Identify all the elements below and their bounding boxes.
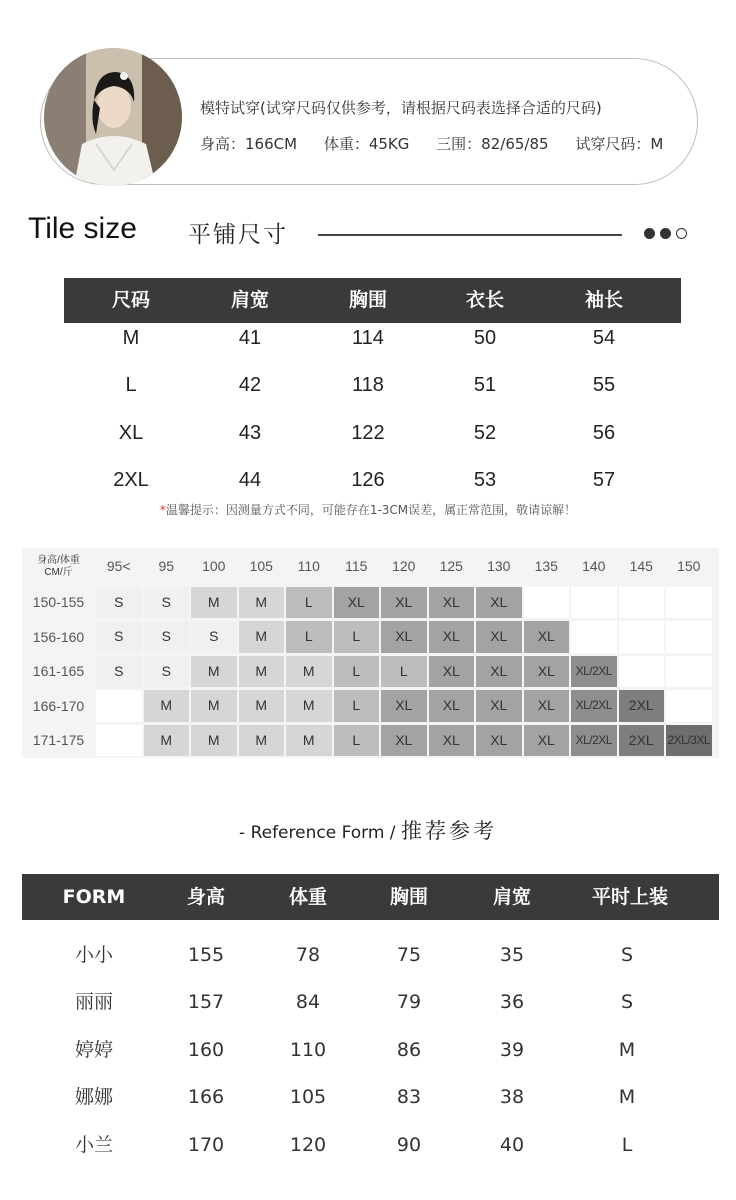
size-table-cell: 41 xyxy=(238,327,262,349)
grid-size-cell: XL xyxy=(524,690,570,722)
grid-size-cell: M xyxy=(286,656,332,688)
grid-size-cell: XL xyxy=(334,587,380,619)
grid-height-header: 156-160 xyxy=(32,628,85,645)
size-table-cell: 57 xyxy=(592,469,616,491)
size-table-cell: 51 xyxy=(473,374,497,396)
grid-size-cell: M xyxy=(239,621,285,653)
model-stats xyxy=(200,133,685,154)
size-recommendation-grid xyxy=(22,548,719,758)
divider-line xyxy=(318,234,622,236)
grid-size-cell: XL xyxy=(524,656,570,688)
reference-header-cell: 平时上装 xyxy=(591,886,668,908)
reference-header-cell: 体重 xyxy=(288,886,327,908)
grid-size-cell xyxy=(666,690,712,722)
grid-size-cell: XL/2XL xyxy=(571,725,617,757)
grid-size-cell xyxy=(619,621,665,653)
reference-form-title: - Reference Form / 推荐参考 xyxy=(239,819,497,843)
size-table-cell: 42 xyxy=(238,374,262,396)
reference-table-cell: 90 xyxy=(396,1134,422,1156)
grid-weight-header: 120 xyxy=(392,558,416,574)
model-try-size: 试穿尺码：M xyxy=(575,135,664,153)
grid-size-cell: S xyxy=(191,621,237,653)
reference-table-cell: M xyxy=(618,1039,636,1061)
grid-weight-header: 145 xyxy=(629,558,653,574)
reference-table-cell: 40 xyxy=(499,1134,525,1156)
tile-size-title-cn: 平铺尺寸 xyxy=(188,222,288,248)
size-header-cell: 袖长 xyxy=(584,289,623,311)
grid-size-cell: M xyxy=(191,725,237,757)
size-header-cell: 衣长 xyxy=(465,289,504,311)
grid-size-cell: S xyxy=(144,656,190,688)
grid-weight-header: 100 xyxy=(202,558,226,574)
grid-size-cell: XL xyxy=(429,587,475,619)
grid-weight-header: 140 xyxy=(582,558,606,574)
reference-header-cell: 肩宽 xyxy=(492,886,531,908)
grid-size-cell: 2XL/3XL xyxy=(666,725,712,757)
reference-table-cell: 小兰 xyxy=(74,1134,113,1156)
grid-size-cell: XL/2XL xyxy=(571,656,617,688)
grid-size-cell: M xyxy=(239,587,285,619)
grid-size-cell: XL xyxy=(381,621,427,653)
grid-size-cell: XL xyxy=(476,725,522,757)
reference-table-cell: 35 xyxy=(499,944,525,966)
reference-table-cell: 小小 xyxy=(74,944,113,966)
reference-table-cell: 83 xyxy=(396,1086,422,1108)
size-table-cell: M xyxy=(122,327,140,349)
reference-table-cell: 娜娜 xyxy=(74,1086,113,1108)
grid-height-header: 150-155 xyxy=(32,594,85,610)
model-avatar xyxy=(44,48,182,186)
model-height: 身高：166CM xyxy=(200,135,298,153)
reference-table-cell: 丽丽 xyxy=(74,991,113,1013)
reference-header-cell: 胸围 xyxy=(389,886,428,908)
grid-size-cell: M xyxy=(286,690,332,722)
grid-size-cell: XL xyxy=(476,656,522,688)
grid-size-cell: XL/2XL xyxy=(571,690,617,722)
grid-size-cell: XL xyxy=(429,690,475,722)
reference-table-cell: S xyxy=(620,944,634,966)
grid-weight-header: 125 xyxy=(439,558,463,574)
grid-height-header: 171-175 xyxy=(32,732,85,749)
grid-weight-header: 115 xyxy=(345,558,368,574)
reference-table-cell: 120 xyxy=(289,1134,327,1156)
reference-header-cell: FORM xyxy=(62,886,126,908)
reference-table-cell: L xyxy=(621,1134,633,1156)
grid-size-cell: 2XL xyxy=(619,690,665,722)
reference-table-cell: 166 xyxy=(187,1086,225,1108)
grid-weight-header: 110 xyxy=(297,558,320,574)
grid-size-cell: 2XL xyxy=(619,725,665,757)
measurement-tip: *温馨提示：因测量方式不同，可能存在1-3CM误差，属正常范围，敬请谅解！ xyxy=(159,503,577,517)
grid-size-cell xyxy=(524,587,570,619)
reference-table-cell: 38 xyxy=(499,1086,525,1108)
grid-size-cell: XL xyxy=(381,725,427,757)
size-table-cell: 55 xyxy=(592,374,616,396)
grid-size-cell: M xyxy=(144,725,190,757)
grid-size-cell xyxy=(96,725,142,757)
size-table-cell: 126 xyxy=(351,469,385,491)
size-table-cell: XL xyxy=(118,422,144,444)
grid-size-cell: S xyxy=(96,621,142,653)
reference-table-cell: 160 xyxy=(187,1039,225,1061)
size-header-cell: 尺码 xyxy=(111,289,150,311)
size-table-cell: 50 xyxy=(473,327,497,349)
grid-height-header: 161-165 xyxy=(32,663,85,680)
grid-size-cell: S xyxy=(96,656,142,688)
grid-size-cell: L xyxy=(334,621,380,653)
size-table-cell: 54 xyxy=(592,327,616,349)
grid-size-cell: L xyxy=(381,656,427,688)
size-table-cell: 43 xyxy=(238,422,262,444)
grid-size-cell: L xyxy=(334,656,380,688)
dot-outline-icon xyxy=(676,228,687,239)
grid-size-cell: S xyxy=(96,587,142,619)
grid-size-cell: M xyxy=(144,690,190,722)
reference-table-cell: 86 xyxy=(396,1039,422,1061)
reference-table-cell: 36 xyxy=(499,991,525,1013)
size-table-cell: 122 xyxy=(351,422,385,444)
grid-size-cell: M xyxy=(191,587,237,619)
size-table-cell: 44 xyxy=(238,469,262,491)
grid-weight-header: 95 xyxy=(158,558,175,574)
reference-table-cell: 105 xyxy=(289,1086,327,1108)
grid-size-cell: M xyxy=(239,656,285,688)
grid-size-cell xyxy=(571,587,617,619)
grid-size-cell: S xyxy=(144,587,190,619)
reference-table-cell: 170 xyxy=(187,1134,225,1156)
grid-size-cell: M xyxy=(239,690,285,722)
tile-size-title-en: Tile size xyxy=(28,212,137,245)
reference-table-cell: 79 xyxy=(396,991,422,1013)
grid-size-cell xyxy=(619,587,665,619)
model-weight: 体重：45KG xyxy=(323,135,410,153)
size-table-cell: 56 xyxy=(592,422,616,444)
reference-table-cell: 84 xyxy=(295,991,321,1013)
grid-size-cell: M xyxy=(239,725,285,757)
grid-size-cell: XL xyxy=(476,690,522,722)
grid-size-cell: M xyxy=(191,656,237,688)
grid-size-cell: XL xyxy=(524,621,570,653)
grid-size-cell: XL xyxy=(429,656,475,688)
model-note: 模特试穿(试穿尺码仅供参考，请根据尺码表选择合适的尺码) xyxy=(200,99,602,117)
model-measurements: 三围：82/65/85 xyxy=(436,135,549,153)
grid-corner-label: 身高/体重 CM/斤 xyxy=(37,555,80,578)
grid-size-cell: M xyxy=(286,725,332,757)
size-table-cell: 53 xyxy=(473,469,497,491)
dots-decoration xyxy=(644,228,692,247)
grid-size-cell xyxy=(666,587,712,619)
reference-table-cell: S xyxy=(620,991,634,1013)
size-table-cell: L xyxy=(125,374,137,396)
grid-size-cell: L xyxy=(334,690,380,722)
grid-size-cell: XL xyxy=(429,725,475,757)
grid-weight-header: 105 xyxy=(249,558,273,574)
size-header-cell: 肩宽 xyxy=(230,289,269,311)
size-table-cell: 2XL xyxy=(113,469,149,491)
reference-table-cell: 婷婷 xyxy=(74,1039,113,1061)
grid-size-cell: M xyxy=(191,690,237,722)
grid-size-cell xyxy=(666,656,712,688)
grid-size-cell: XL xyxy=(429,621,475,653)
grid-size-cell: S xyxy=(144,621,190,653)
reference-table-cell: 155 xyxy=(187,944,225,966)
dot-filled-icon xyxy=(644,228,655,239)
size-table-cell: 114 xyxy=(352,327,384,349)
grid-weight-header: 130 xyxy=(487,558,511,574)
grid-size-cell: XL xyxy=(524,725,570,757)
dot-filled-icon xyxy=(660,228,671,239)
size-table-cell: 118 xyxy=(352,374,384,396)
reference-table-cell: M xyxy=(618,1086,636,1108)
grid-size-cell: L xyxy=(286,587,332,619)
reference-table-cell: 78 xyxy=(295,944,321,966)
grid-size-cell: XL xyxy=(476,587,522,619)
size-table-header xyxy=(64,278,681,323)
reference-table-cell: 75 xyxy=(396,944,422,966)
grid-size-cell: XL xyxy=(476,621,522,653)
grid-size-cell xyxy=(666,621,712,653)
grid-size-cell: XL xyxy=(381,587,427,619)
reference-table-cell: 157 xyxy=(187,991,225,1013)
grid-weight-header: 135 xyxy=(534,558,558,574)
grid-size-cell: XL xyxy=(381,690,427,722)
size-header-cell: 胸围 xyxy=(348,289,387,311)
reference-table-cell: 39 xyxy=(499,1039,525,1061)
grid-size-cell xyxy=(96,690,142,722)
grid-weight-header: 95< xyxy=(106,558,131,574)
grid-size-cell: L xyxy=(334,725,380,757)
size-table-cell: 52 xyxy=(473,422,497,444)
grid-size-cell xyxy=(571,621,617,653)
grid-weight-header: 150 xyxy=(677,558,701,574)
grid-height-header: 166-170 xyxy=(32,697,85,714)
grid-size-cell: L xyxy=(286,621,332,653)
grid-size-cell xyxy=(619,656,665,688)
reference-table-header xyxy=(22,874,719,920)
reference-header-cell: 身高 xyxy=(186,886,225,908)
reference-table-cell: 110 xyxy=(289,1039,327,1061)
